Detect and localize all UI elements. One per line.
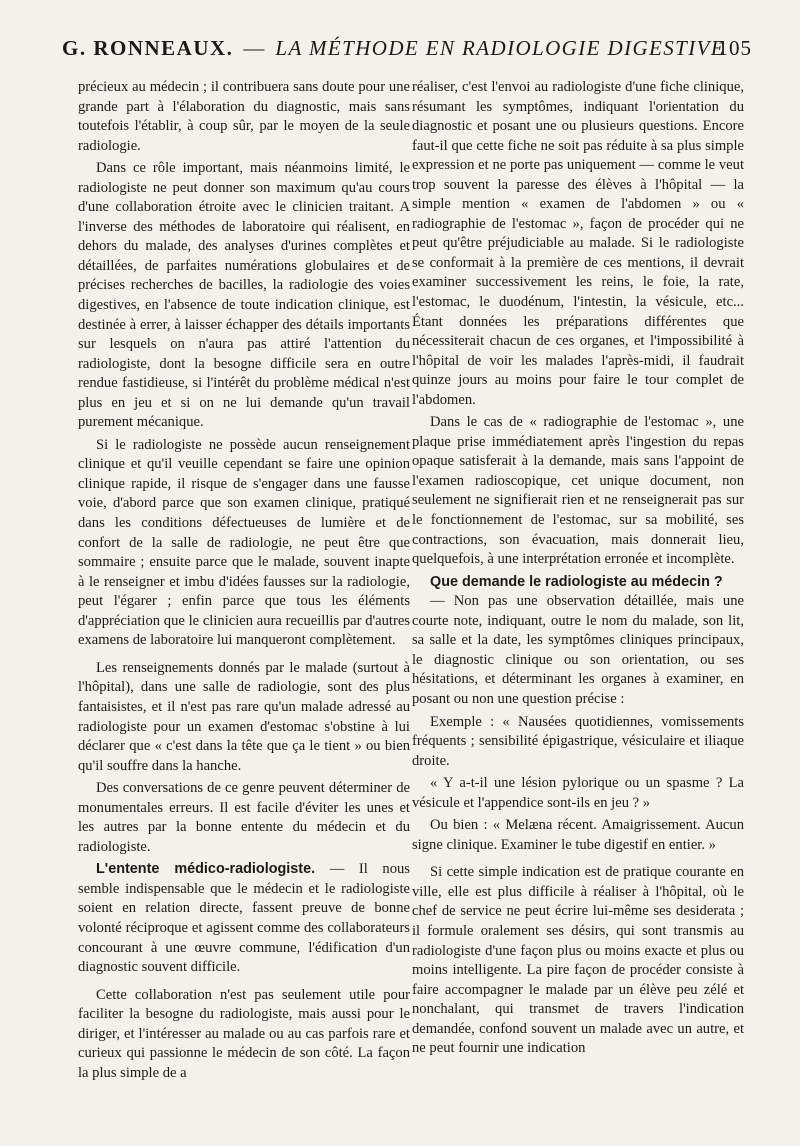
header-author: G. RONNEAUX. bbox=[62, 36, 234, 60]
paragraph: précieux au médecin ; il contribuera sans doute pour une grande part à l'élaboration du diagnostic, mais sans toutefois l'établir, à coup sûr, par le moyen de la seule radiologie. bbox=[78, 79, 410, 154]
section-heading-text: Que demande le radiologiste au médecin ? bbox=[430, 573, 723, 590]
paragraph: « Y a-t-il une lésion pylorique ou un spasme ? La vésicule et l'appendice sont-ils en jeu ? » bbox=[412, 775, 744, 811]
paragraph: Si cette simple indication est de pratique courante en ville, elle est plus difficile à réaliser à l'hôpital, où le chef de service ne peut écrire lui-même ses desiderata ; il formule oralement ses désirs, qui sont transmis au radiologiste d'une façon plus ou moins exacte et plus ou moins intelligente. La pire façon de procéder consiste à faire accompagner le malade par un élève peu zélé et nonchalant, qui transmet de travers l'indication demandée, confond souvent un malade avec un autre, et ne peut fournir une indication bbox=[412, 864, 744, 1057]
paragraph: Les renseignements donnés par le malade (surtout à l'hôpital), dans une salle de radiologie, sont des plus fantaisistes, et il n'est pas rare qu'un malade adressé au radiologiste pour un examen d'estomac s'obstine à lui déclarer que « c'est dans la tête que ça le tient » ou bien qu'il souffre dans la hanche. bbox=[78, 659, 410, 774]
left-column bbox=[78, 78, 410, 1083]
right-column bbox=[412, 78, 744, 1059]
paragraph: — Non pas une observation détaillée, mais une courte note, indiquant, outre le nom du malade, son lit, sa salle et la date, les symptômes cliniques principaux, le diagnostic clinique ou son orientation, ou ses hésitations, et déterminant les organes à examiner, en posant ou non une question précise : bbox=[412, 593, 744, 707]
running-header bbox=[62, 36, 752, 76]
paragraph: Exemple : « Nausées quotidiennes, vomissements fréquents ; sensibilité épigastrique, vésiculaire et iliaque droite. bbox=[412, 713, 744, 769]
section-heading: L'entente médico-radiologiste. bbox=[96, 861, 316, 878]
paragraph: Dans le cas de « radiographie de l'estomac », une plaque prise immédiatement après l'ingestion du repas opaque satisferait à la demande, mais sans l'appoint de l'examen radioscopique, cet unique document, non seulement ne signifierait rien et ne renseignerait pas sur le fonctionnement de l'estomac, sur sa mobilité, ses contractions, son évacuation, mais donnerait lieu, quelquefois, à une interprétation erronée et incomplète. bbox=[412, 414, 744, 568]
paragraph: Dans ce rôle important, mais néanmoins limité, le radiologiste ne peut donner son maximum qu'au cours d'une collaboration étroite avec le clinicien traitant. A l'inverse des méthodes de laboratoire qui réalisent, en dehors du malade, des analyses d'urines complètes et détaillées, de parfaites numérations globulaires et de précises recherches de bacilles, la radiologie des voies digestives, en l'absence de toute indication clinique, est destinée à errer, à laisser échapper des détails importants sur lesquels on n'aura pas attiré l'attention du radiologiste, dont la besogne difficile sera en outre rendue fastidieuse, si l'intérêt du problème médical n'est plus en jeu et si on ne lui demande qu'un travail purement mécanique. bbox=[78, 160, 410, 431]
paragraph: Ou bien : « Melæna récent. Amaigrissement. Aucun signe clinique. Examiner le tube digestif en entier. » bbox=[412, 817, 744, 853]
paragraph: Cette collaboration n'est pas seulement utile pour faciliter la besogne du radiologiste, mais aussi pour le diriger, et l'intéresser au malade ou au cas parfois rare et curieux qui passionne le médecin de son côté. La façon la plus simple de a bbox=[78, 986, 410, 1081]
paragraph-text: — Il nous semble indispensable que le médecin et le radiologiste soient en relation directe, fassent preuve de bonne volonté réciproque et agissent comme des collaborateurs concourant à une œuvre commune, l'édification d'un diagnostic souvent difficile. bbox=[78, 861, 410, 976]
header-title: LA MÉTHODE EN RADIOLOGIE DIGESTIVE bbox=[275, 36, 726, 60]
paragraph: réaliser, c'est l'envoi au radiologiste d'une fiche clinique, résumant les symptômes, indiquant l'orientation du diagnostic et posant une ou plusieurs questions. Encore faut-il que cette fiche ne soit pas réduite à sa plus simple expression et ne porte pas uniquement — comme le veut trop souvent la paresse des élèves à l'hôpital — la simple mention « examen de l'abdomen » ou « radiographie de l'estomac », façon de procéder qui ne peut qu'être préjudiciable au malade. Si le radiologiste se conformait à la première de ces mentions, il devrait examiner successivement les reins, le foie, la rate, l'estomac, le duodénum, l'intestin, la vésicule, etc... Étant données les préparations différentes que nécessiterait chacun de ces organes, et l'impossibilité à l'hôpital de voir les malades l'après-midi, il faudrait quinze jours au moins pour faire le tour complet de l'abdomen. bbox=[412, 79, 744, 408]
header-separator: — bbox=[243, 36, 266, 60]
paragraph: Si le radiologiste ne possède aucun renseignement clinique et qu'il veuille cependant se faire une opinion clinique rapide, il risque de s'engager dans une fausse voie, d'abord parce que son examen clinique, pratiqué dans les conditions défectueuses de lumière et de confort de la salle de radiologie, ne peut être que sommaire ; ensuite parce que le malade, souvent inapte à le renseigner et imbu d'idées fausses sur la radiologie, peut l'égarer ; enfin parce que tous les éléments d'appréciation que le clinicien aura recueillis par d'autres examens de laboratoire lui manqueront complètement. bbox=[78, 436, 410, 649]
paragraph bbox=[78, 860, 410, 977]
section-heading bbox=[412, 573, 744, 593]
page-number: 105 bbox=[717, 36, 752, 60]
paragraph: Des conversations de ce genre peuvent déterminer de monumentales erreurs. Il est facile d'éviter les unes et les autres par la bonne entente du médecin et du radiologiste. bbox=[78, 780, 410, 855]
